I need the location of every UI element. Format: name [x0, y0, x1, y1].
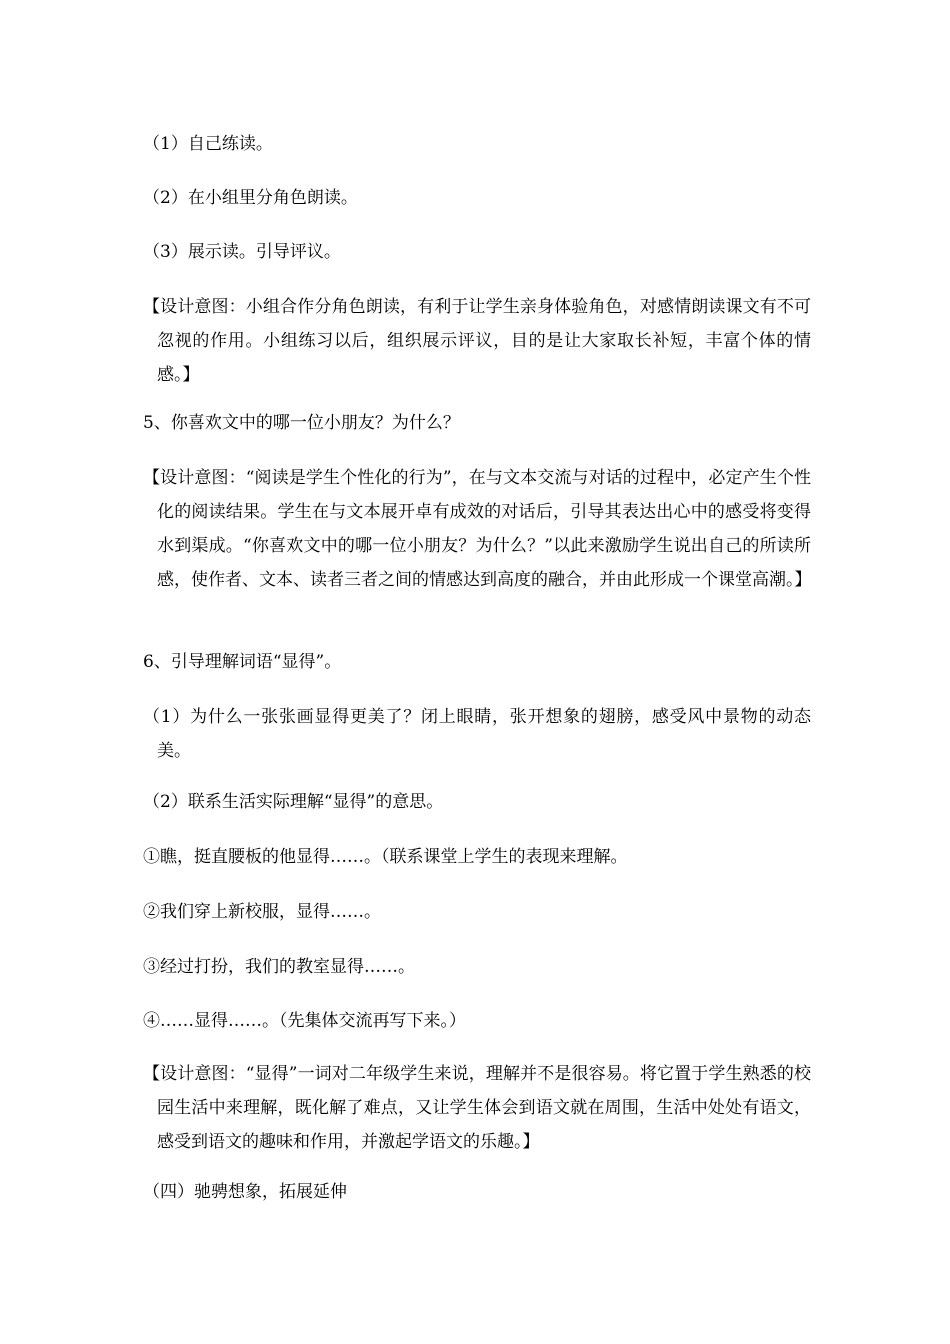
- step-practice-alone: （1）自己练读。: [143, 134, 273, 154]
- question-5: 5、你喜欢文中的哪一位小朋友？为什么？: [143, 413, 460, 433]
- step-group-role-reading: （2）在小组里分角色朗读。: [143, 188, 358, 208]
- design-intent-paragraph: [143, 461, 811, 597]
- sub-question-6-1: [143, 700, 811, 768]
- example-sentence-1: ①瞧，挺直腰板的他显得……。（联系课堂上学生的表现来理解。: [143, 847, 628, 867]
- question-6: 6、引导理解词语“显得”。: [143, 652, 342, 672]
- sub-question-6-2: （2）联系生活实际理解“显得”的意思。: [143, 792, 444, 812]
- example-sentence-2: ②我们穿上新校服，显得……。: [143, 902, 381, 922]
- example-sentence-3: ③经过打扮，我们的教室显得……。: [143, 957, 415, 977]
- example-sentence-4: ④……显得……。（先集体交流再写下来。）: [143, 1011, 466, 1031]
- step-show-reading: （3）展示读。引导评议。: [143, 242, 341, 262]
- design-intent-paragraph: [143, 1057, 811, 1159]
- design-intent-text: 【设计意图：小组合作分角色朗读，有利于让学生亲身体验角色，对感情朗读课文有不可忽视的作用。小组练习以后，组织展示评议，目的是让大家取长补短，丰富个体的情感。】: [143, 297, 811, 385]
- design-intent-paragraph: [143, 290, 811, 392]
- section-4-heading: （四）驰骋想象，拓展延伸: [143, 1182, 347, 1202]
- design-intent-text: 【设计意图：“显得”一词对二年级学生来说，理解并不是很容易。将它置于学生熟悉的校园生活中来理解，既化解了难点，又让学生体会到语文就在周围，生活中处处有语文，感受到语文的趣味和作用，并激起学语文的乐趣。】: [143, 1064, 811, 1152]
- design-intent-text: 【设计意图：“阅读是学生个性化的行为”，在与文本交流与对话的过程中，必定产生个性化的阅读结果。学生在与文本展开卓有成效的对话后，引导其表达出心中的感受将变得水到渠成。“你喜欢文中的哪一位小朋友？为什么？”以此来激励学生说出自己的所读所感，使作者、文本、读者三者之间的情感达到高度的融合，并由此形成一个课堂高潮。】: [143, 468, 812, 590]
- sub-question-text: （1）为什么一张张画显得更美了？闭上眼睛，张开想象的翅膀，感受风中景物的动态美。: [143, 707, 811, 761]
